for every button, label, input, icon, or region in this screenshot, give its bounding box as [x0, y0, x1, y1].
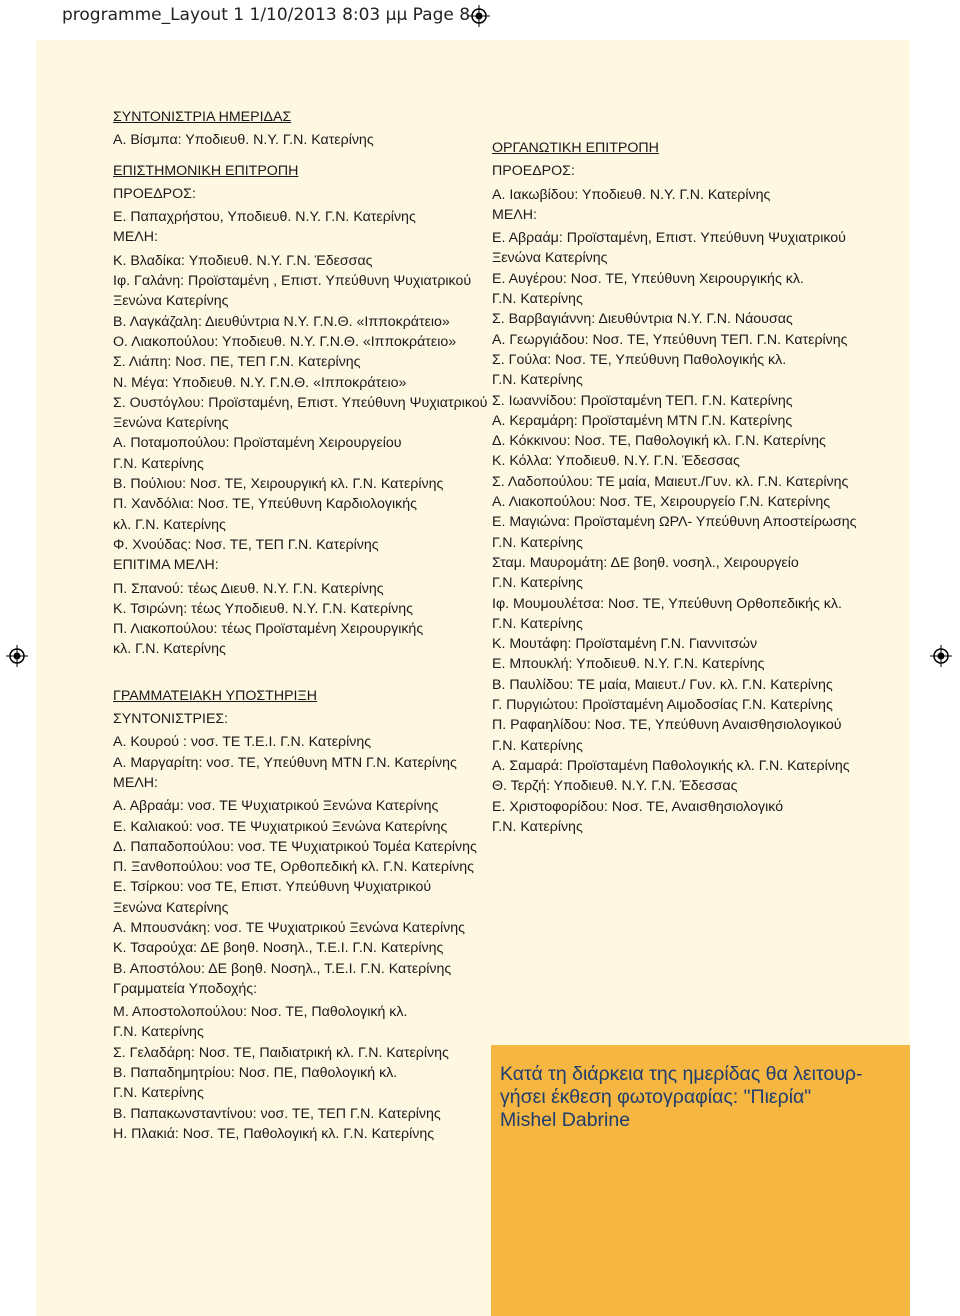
role-label: ΜΕΛΗ: — [492, 206, 537, 223]
notice-line: Κατά τη διάρκεια της ημερίδας θα λειτουρ- — [500, 1063, 863, 1085]
section-heading: ΓΡΑΜΜΑΤΕΙΑΚΗ ΥΠΟΣΤΗΡΙΞΗ — [113, 687, 317, 704]
member-line: κλ. Γ.Ν. Κατερίνης — [113, 516, 226, 533]
role-label: ΠΡΟΕΔΡΟΣ: — [113, 185, 196, 202]
member-line: Σ. Λαδοπούλου: ΤΕ μαία, Μαιευτ./Γυν. κλ. Γ.Ν. Κατερίνης — [492, 473, 849, 490]
member-line: Π. Σπανού: τέως Διευθ. Ν.Υ. Γ.Ν. Κατερίνης — [113, 580, 384, 597]
member-line: Ξενώνα Κατερίνης — [492, 250, 608, 267]
member-line: Γ. Πυργιώτου: Προϊσταμένη Αιμοδοσίας Γ.Ν. Κατερίνης — [492, 697, 833, 714]
section-heading: ΕΠΙΣΤΗΜΟΝΙΚΗ ΕΠΙΤΡΟΠΗ — [113, 162, 299, 179]
member-line: Κ. Βλαδίκα: Υποδιευθ. Ν.Υ. Γ.Ν. Έδεσσας — [113, 252, 373, 269]
member-line: Α. Σαμαρά: Προϊσταμένη Παθολογικής κλ. Γ.Ν. Κατερίνης — [492, 757, 850, 774]
member-line: Γ.Ν. Κατερίνης — [113, 1085, 204, 1102]
member-line: Ξενώνα Κατερίνης — [113, 899, 229, 916]
member-line: Ξενώνα Κατερίνης — [113, 293, 229, 310]
member-line: Φ. Χνούδας: Νοσ. ΤΕ, ΤΕΠ Γ.Ν. Κατερίνης — [113, 536, 379, 553]
member-line: Γ.Ν. Κατερίνης — [492, 575, 583, 592]
member-line: Σ. Γούλα: Νοσ. ΤΕ, Υπεύθυνη Παθολογικής κλ. — [492, 351, 787, 368]
member-line: Α. Μπουσνάκη: νοσ. ΤΕ Ψυχιατρικού Ξενώνα Κατερίνης — [113, 919, 465, 936]
print-slug: programme_Layout 1 1/10/2013 8:03 μμ Page 8 — [62, 5, 471, 25]
role-label: ΣΥΝΤΟΝΙΣΤΡΙΕΣ: — [113, 711, 229, 728]
role-label: ΜΕΛΗ: — [113, 229, 158, 246]
member-line: Ιφ. Μουμουλέτσα: Νοσ. ΤΕ, Υπεύθυνη Ορθοπεδικής κλ. — [492, 595, 842, 612]
member-line: Α. Ποταμοπούλου: Προϊσταμένη Χειρουργείου — [113, 435, 402, 452]
member-line: Θ. Τερζή: Υποδιευθ. Ν.Υ. Γ.Ν. Έδεσσας — [492, 778, 738, 795]
spacer — [113, 151, 487, 161]
member-line: Α. Λιακοπούλου: Νοσ. ΤΕ, Χειρουργείο Γ.Ν. Κατερίνης — [492, 494, 831, 511]
member-line: Ε. Καλιακού: νοσ. ΤΕ Ψυχιατρικού Ξενώνα Κατερίνης — [113, 818, 448, 835]
member-line: Σταμ. Μαυρομάτη: ΔΕ βοηθ. νοσηλ., Χειρουργείο — [492, 554, 799, 571]
member-line: Ε. Αυγέρου: Νοσ. ΤΕ, Υπεύθυνη Χειρουργικής κλ. — [492, 270, 804, 287]
notice-line: γήσει έκθεση φωτογραφίας: "Πιερία" — [500, 1086, 812, 1108]
member-line: Σ. Λιάπη: Νοσ. ΠΕ, ΤΕΠ Γ.Ν. Κατερίνης — [113, 354, 361, 371]
member-line: Ε. Χριστοφορίδου: Νοσ. ΤΕ, Αναισθησιολογικό — [492, 798, 784, 815]
committees-left-column — [113, 107, 487, 1144]
member-line: Ε. Τσίρκου: νοσ ΤΕ, Επιστ. Υπεύθυνη Ψυχιατρικού — [113, 879, 432, 896]
member-line: Κ. Κόλλα: Υποδιευθ. Ν.Υ. Γ.Ν. Έδεσσας — [492, 453, 740, 470]
member-line: Γ.Ν. Κατερίνης — [113, 455, 204, 472]
member-line: Σ. Γελαδάρη: Νοσ. ΤΕ, Παιδιατρική κλ. Γ.Ν. Κατερίνης — [113, 1044, 449, 1061]
member-line: Γ.Ν. Κατερίνης — [492, 615, 583, 632]
member-line: Β. Παυλίδου: ΤΕ μαία, Μαιευτ./ Γυν. κλ. Γ.Ν. Κατερίνης — [492, 676, 833, 693]
member-line: Β. Πούλιου: Νοσ. ΤΕ, Χειρουργική κλ. Γ.Ν. Κατερίνης — [113, 476, 444, 493]
member-line: Π. Ραφαηλίδου: Νοσ. ΤΕ, Υπεύθυνη Αναισθησιολογικού — [492, 717, 842, 734]
member-line: Κ. Τσιρώνη: τέως Υποδιευθ. Ν.Υ. Γ.Ν. Κατερίνης — [113, 600, 414, 617]
section-heading: ΟΡΓΑΝΩΤΙΚΗ ΕΠΙΤΡΟΠΗ — [492, 140, 659, 156]
member-line: Η. Πλακιά: Νοσ. ΤΕ, Παθολογική κλ. Γ.Ν. Κατερίνης — [113, 1125, 435, 1142]
member-line: Ε. Παπαχρήστου, Υποδιευθ. Ν.Υ. Γ.Ν. Κατερίνης — [113, 209, 416, 226]
member-line: Β. Λαγκάζαλη: Διευθύντρια Ν.Υ. Γ.Ν.Θ. «Ιπποκράτειο» — [113, 313, 450, 330]
member-line: Γ.Ν. Κατερίνης — [492, 737, 583, 754]
member-line: Σ. Βαρβαγιάννη: Διευθύντρια Ν.Υ. Γ.Ν. Νάουσας — [492, 311, 793, 328]
member-line: Ν. Μέγα: Υποδιευθ. Ν.Υ. Γ.Ν.Θ. «Ιπποκράτειο» — [113, 374, 407, 391]
registration-mark-icon — [930, 645, 952, 667]
role-label: ΠΡΟΕΔΡΟΣ: — [492, 163, 575, 180]
member-line: Β. Παπαδημητρίου: Νοσ. ΠΕ, Παθολογική κλ. — [113, 1065, 398, 1082]
member-line: Π. Λιακοπούλου: τέως Προϊσταμένη Χειρουργικής — [113, 621, 424, 638]
member-line: Α. Γεωργιάδου: Νοσ. ΤΕ, Υπεύθυνη ΤΕΠ. Γ.Ν. Κατερίνης — [492, 331, 848, 348]
member-line: Ξενώνα Κατερίνης — [113, 415, 229, 432]
member-line: Ε. Μαγιώνα: Προϊσταμένη ΩΡΛ- Υπεύθυνη Αποστείρωσης — [492, 514, 857, 531]
member-line: Ο. Λιακοπούλου: Υποδιευθ. Ν.Υ. Γ.Ν.Θ. «Ιπποκράτειο» — [113, 333, 457, 350]
role-label: ΕΠΙΤΙΜΑ ΜΕΛΗ: — [113, 557, 219, 574]
member-line: Α. Ιακωβίδου: Υποδιευθ. Ν.Υ. Γ.Ν. Κατερίνης — [492, 186, 771, 203]
member-line: Κ. Μουτάφη: Προϊσταμένη Γ.Ν. Γιαννιτσών — [492, 636, 758, 653]
member-line: Α. Βίσμπα: Υποδιευθ. Ν.Υ. Γ.Ν. Κατερίνης — [113, 132, 374, 149]
member-line: Π. Χανδόλια: Νοσ. ΤΕ, Υπεύθυνη Καρδιολογικής — [113, 496, 417, 513]
member-line: Ε. Αβραάμ: Προϊσταμένη, Επιστ. Υπεύθυνη Ψυχιατρικού — [492, 230, 846, 247]
member-line: κλ. Γ.Ν. Κατερίνης — [113, 641, 226, 658]
spacer — [113, 660, 487, 686]
role-label: Γραμματεία Υποδοχής: — [113, 980, 258, 997]
member-line: Γ.Ν. Κατερίνης — [492, 818, 583, 835]
member-line: Μ. Αποστολοπούλου: Νοσ. ΤΕ, Παθολογική κλ. — [113, 1004, 408, 1021]
member-line: Α. Αβραάμ: νοσ. ΤΕ Ψυχιατρικού Ξενώνα Κατερίνης — [113, 798, 439, 815]
member-line: Γ.Ν. Κατερίνης — [113, 1024, 204, 1041]
member-line: Α. Μαργαρίτη: νοσ. ΤΕ, Υπεύθυνη ΜΤΝ Γ.Ν. Κατερίνης — [113, 754, 457, 771]
member-line: Ιφ. Γαλάνη: Προϊσταμένη , Επιστ. Υπεύθυνη Ψυχιατρικού — [113, 273, 472, 290]
member-line: Σ. Ιωαννίδου: Προϊσταμένη ΤΕΠ. Γ.Ν. Κατερίνης — [492, 392, 793, 409]
registration-mark-icon — [468, 5, 490, 27]
section-heading: ΣΥΝΤΟΝΙΣΤΡΙΑ ΗΜΕΡΙΔΑΣ — [113, 109, 292, 125]
notice-line: Mishel Dabrine — [500, 1109, 631, 1131]
member-line: Δ. Παπαδοπούλου: νοσ. ΤΕ Ψυχιατρικού Τομέα Κατερίνης — [113, 838, 477, 855]
member-line: Γ.Ν. Κατερίνης — [492, 291, 583, 308]
member-line: Α. Κεραμάρη: Προϊσταμένη ΜΤΝ Γ.Ν. Κατερίνης — [492, 412, 793, 429]
member-line: Β. Αποστόλου: ΔΕ βοηθ. Νοσηλ., Τ.Ε.Ι. Γ.Ν. Κατερίνης — [113, 960, 452, 977]
member-line: Ε. Μπουκλή: Υποδιευθ. Ν.Υ. Γ.Ν. Κατερίνης — [492, 656, 765, 673]
organizing-committee-column — [492, 138, 856, 837]
member-line: Β. Παπακωνσταντίνου: νοσ. ΤΕ, ΤΕΠ Γ.Ν. Κατερίνης — [113, 1105, 441, 1122]
member-line: Γ.Ν. Κατερίνης — [492, 372, 583, 389]
member-line: Α. Κουρού : νοσ. ΤΕ Τ.Ε.Ι. Γ.Ν. Κατερίνης — [113, 734, 372, 751]
member-line: Γ.Ν. Κατερίνης — [492, 534, 583, 551]
role-label: ΜΕΛΗ: — [113, 774, 158, 791]
exhibition-notice — [500, 1063, 863, 1132]
member-line: Σ. Ουστόγλου: Προϊσταμένη, Επιστ. Υπεύθυνη Ψυχιατρικού — [113, 394, 488, 411]
registration-mark-icon — [6, 645, 28, 667]
member-line: Δ. Κόκκινου: Νοσ. ΤΕ, Παθολογική κλ. Γ.Ν. Κατερίνης — [492, 433, 826, 450]
member-line: Κ. Τσαρούχα: ΔΕ βοηθ. Νοσηλ., Τ.Ε.Ι. Γ.Ν. Κατερίνης — [113, 940, 444, 957]
member-line: Π. Ξανθοπούλου: νοσ ΤΕ, Ορθοπεδική κλ. Γ.Ν. Κατερίνης — [113, 859, 474, 876]
